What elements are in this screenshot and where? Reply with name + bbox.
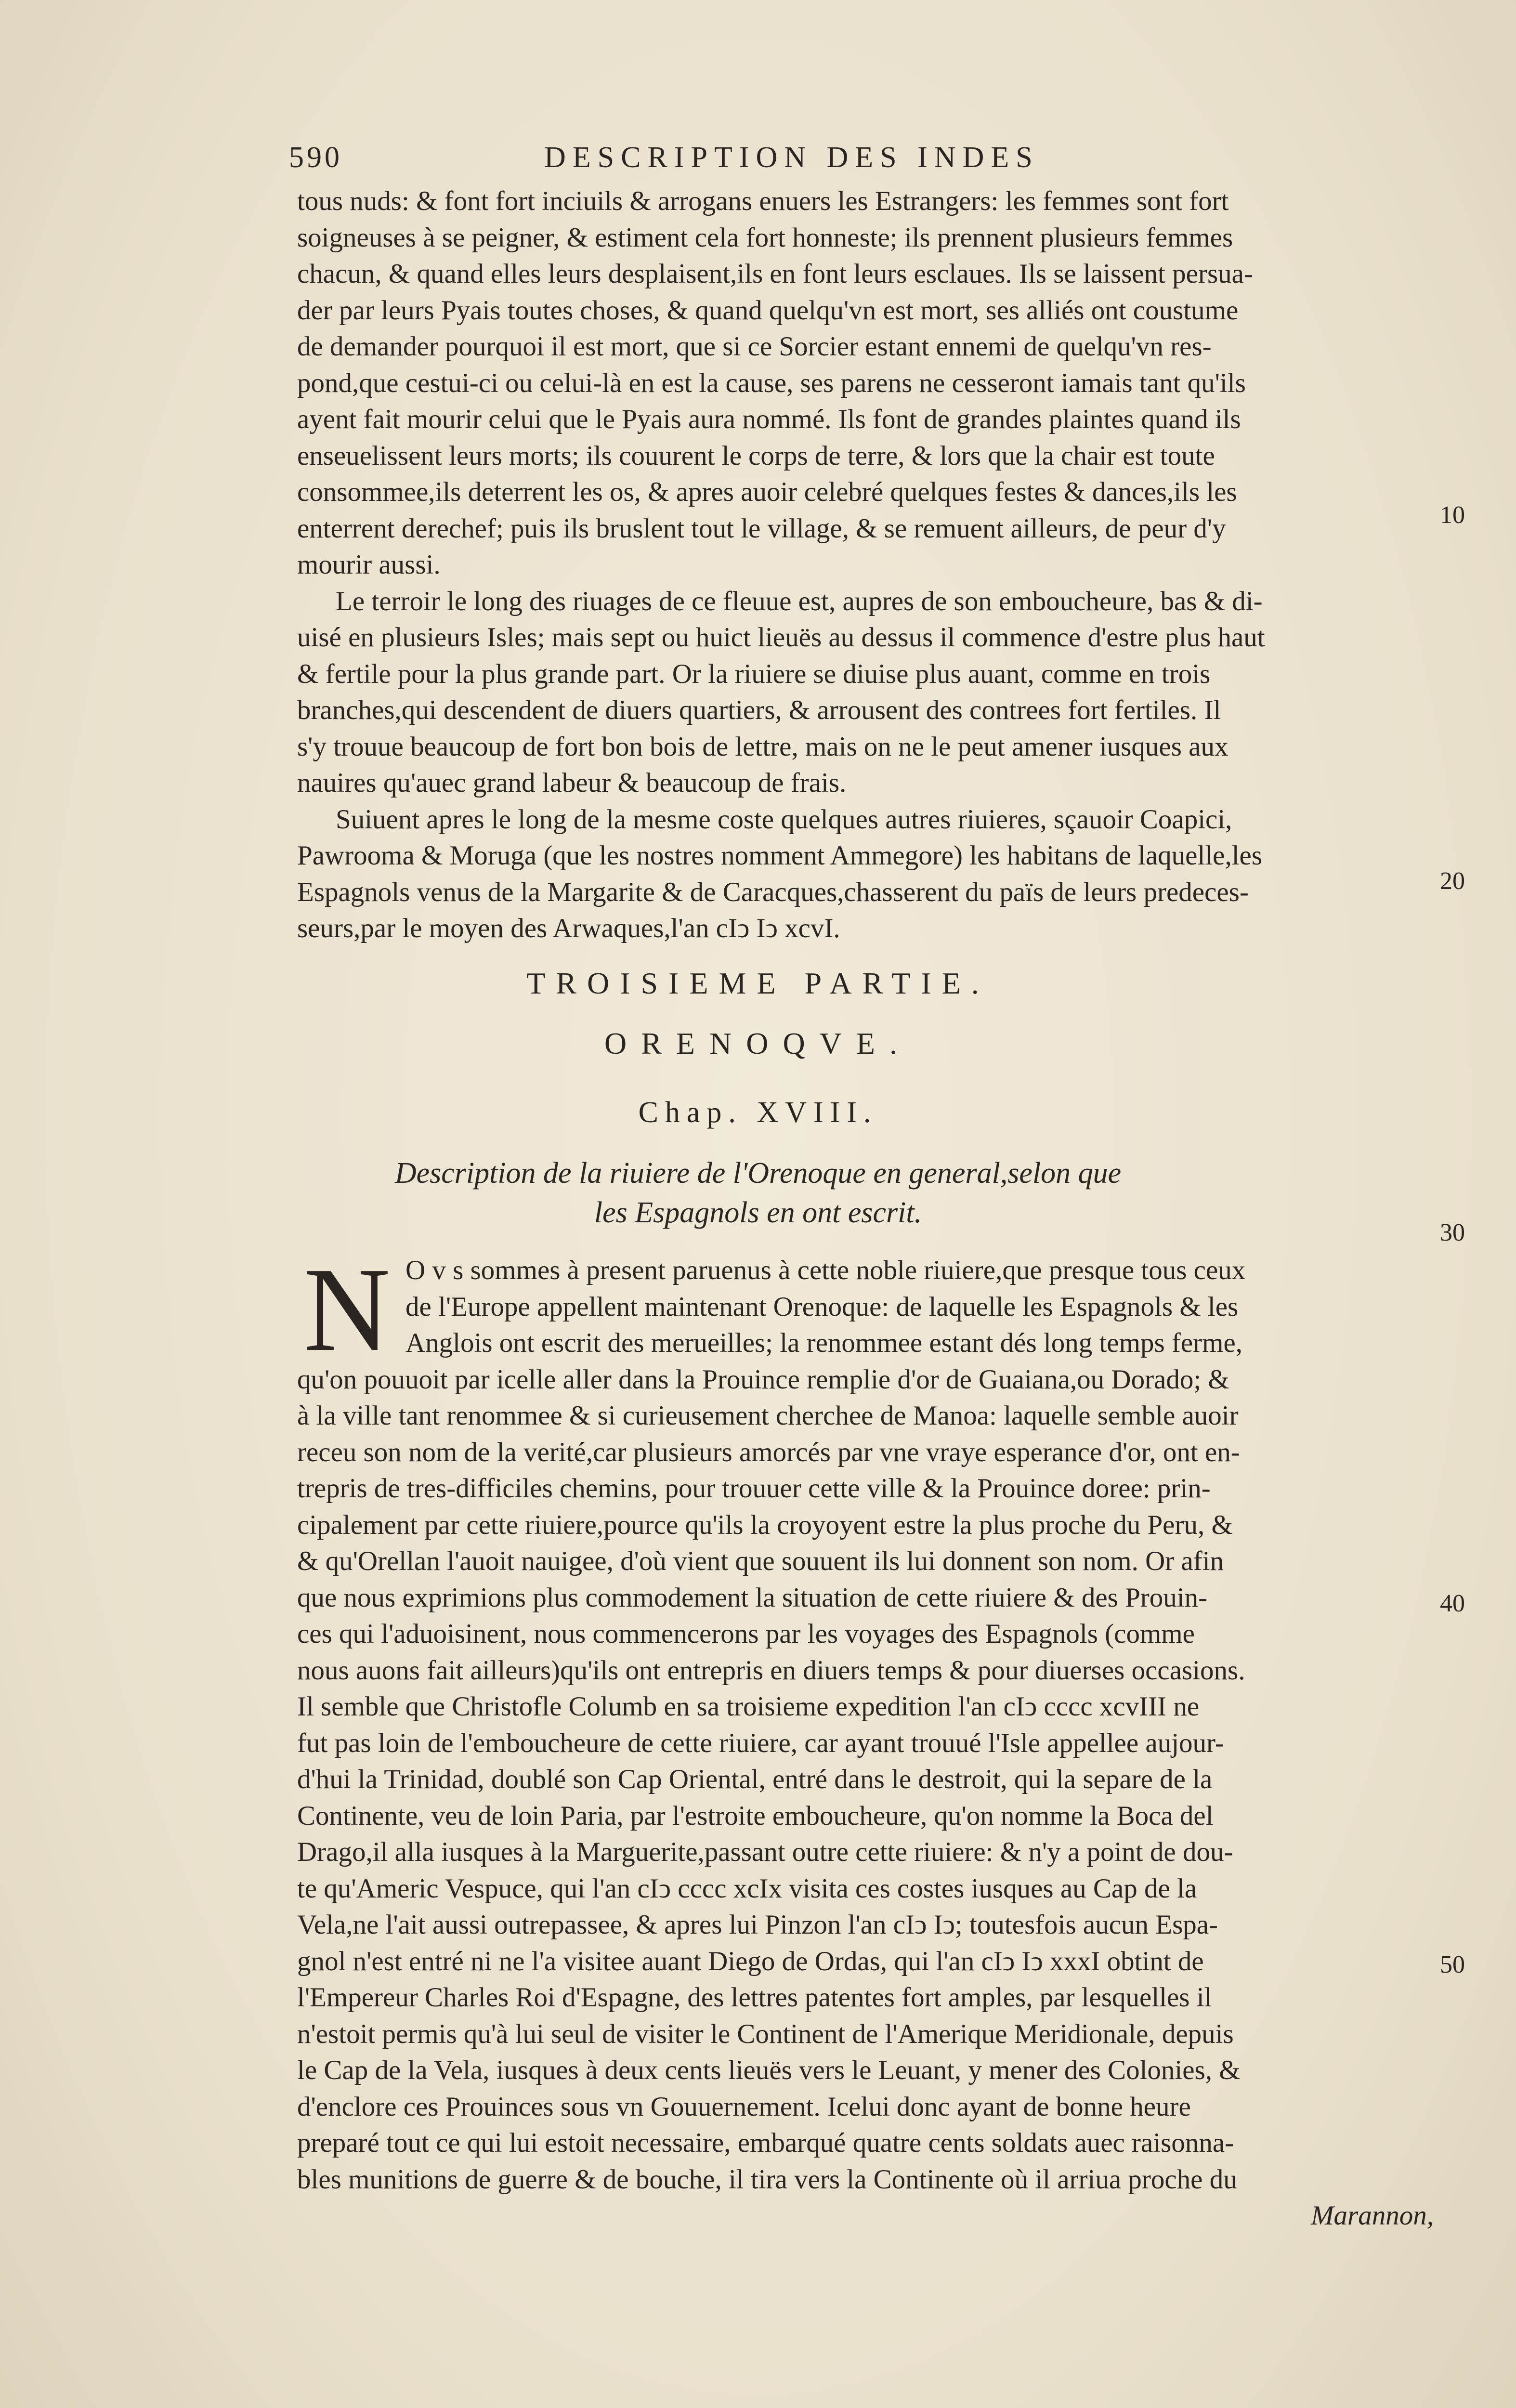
section-title: ORENOQVE. (604, 1026, 912, 1060)
text-line: te qu'Americ Vespuce, qui l'an cIↄ cccc xcIx visita ces costes iusques au Cap de la (297, 1873, 1197, 1904)
text-line: mourir aussi. (297, 550, 441, 580)
text-line: Drago,il alla iusques à la Marguerite,passant outre cette riuiere: & n'y a point de dou- (297, 1837, 1233, 1867)
drop-cap: N (303, 1243, 391, 1376)
text-line: Anglois ont escrit des merueilles; la renommee estant dés long temps ferme, (405, 1328, 1243, 1358)
text-line: ayent fait mourir celui que le Pyais aura nommé. Ils font de grandes plaintes quand ils (297, 404, 1241, 434)
part-title: TROISIEME PARTIE. (526, 966, 990, 1000)
text-line: branches,qui descendent de diuers quartiers, & arrousent des contrees fort fertiles. Il (297, 695, 1221, 725)
text-block-1 (297, 183, 1434, 947)
text-line: qu'on pouuoit par icelle aller dans la Prouince remplie d'or de Guaiana,ou Dorado; & (297, 1364, 1229, 1395)
text-line: n'estoit permis qu'à lui seul de visiter le Continent de l'Amerique Meridionale, depuis (297, 2018, 1234, 2049)
text-line: que nous exprimions plus commodement la situation de cette riuiere & des Prouin- (297, 1582, 1208, 1613)
chapter-description-line: les Espagnols en ont escrit. (594, 1196, 922, 1229)
text-line: soigneuses à se peigner, & estiment cela fort honneste; ils prennent plusieurs femmes (297, 222, 1233, 253)
margin-line-number: 20 (1440, 867, 1465, 895)
text-line: seurs,par le moyen des Arwaques,l'an cIↄ Iↄ xcvI. (297, 913, 840, 943)
text-line: uisé en plusieurs Isles; mais sept ou huict lieuës au dessus il commence d'estre plus haut (297, 622, 1265, 653)
text-line: enseuelissent leurs morts; ils couurent le corps de terre, & lors que la chair est toute (297, 440, 1215, 471)
text-line: Il semble que Christofle Columb en sa troisieme expedition l'an cIↄ cccc xcvIII ne (297, 1691, 1200, 1722)
text-line: ces qui l'aduoisinent, nous commencerons par les voyages des Espagnols (comme (297, 1619, 1195, 1649)
text-block-2 (297, 1243, 1434, 2234)
running-head: DESCRIPTION DES INDES (544, 141, 1039, 174)
text-line: cipalement par cette riuiere,pource qu'ils la croyoyent estre la plus proche du Peru, & (297, 1509, 1233, 1540)
text-line: Continente, veu de loin Paria, par l'estroite emboucheure, qu'on nomme la Boca del (297, 1800, 1214, 1831)
text-line: fut pas loin de l'emboucheure de cette riuiere, car ayant trouué l'Isle appellee aujour- (297, 1727, 1224, 1758)
text-line: tous nuds: & font fort inciuils & arrogans enuers les Estrangers: les femmes sont fort (297, 186, 1229, 216)
text-line: le Cap de la Vela, iusques à deux cents lieuës vers le Leuant, y mener des Colonies, & (297, 2055, 1241, 2085)
page-header (289, 141, 1454, 179)
catchword: Marannon, (1311, 2200, 1434, 2231)
text-line: d'enclore ces Prouinces sous vn Gouuernement. Icelui donc ayant de bonne heure (297, 2091, 1191, 2122)
text-line: de l'Europe appellent maintenant Orenoque: de laquelle les Espagnols & les (405, 1291, 1239, 1322)
text-line: Espagnols venus de la Margarite & de Caracques,chasserent du païs de leurs predeces- (297, 877, 1249, 907)
text-line: preparé tout ce qui lui estoit necessaire, embarqué quatre cents soldats auec raisonna- (297, 2128, 1234, 2158)
text-line: enterrent derechef; puis ils bruslent tout le village, & se remuent ailleurs, de peur d'y (297, 513, 1226, 544)
text-line: l'Empereur Charles Roi d'Espagne, des lettres patentes fort amples, par lesquelles il (297, 1982, 1212, 2013)
text-line: pond,que cestui-ci ou celui-là en est la cause, ses parens ne cesseront iamais tant qu'ils (297, 367, 1246, 398)
page-number: 590 (289, 141, 342, 174)
margin-line-number: 10 (1440, 501, 1465, 529)
text-line: O v s sommes à present paruenus à cette noble riuiere,que presque tous ceux (405, 1255, 1246, 1285)
chapter-description-line: Description de la riuiere de l'Orenoque en general,selon que (394, 1157, 1122, 1190)
text-line: nauires qu'auec grand labeur & beaucoup de frais. (297, 768, 847, 798)
text-line: der par leurs Pyais toutes choses, & quand quelqu'vn est mort, ses alliés ont coustume (297, 295, 1239, 326)
text-line: s'y trouue beaucoup de fort bon bois de lettre, mais on ne le peut amener iusques aux (297, 731, 1228, 762)
text-line: & fertile pour la plus grande part. Or la riuiere se diuise plus auant, comme en trois (297, 658, 1211, 689)
text-line: Suiuent apres le long de la mesme coste quelques autres riuieres, sçauoir Coapici, (336, 804, 1232, 835)
text-line: gnol n'est entré ni ne l'a visitee auant Diego de Ordas, qui l'an cIↄ Iↄ xxxI obtint de (297, 1946, 1204, 1976)
margin-line-number: 50 (1440, 1951, 1465, 1978)
text-line: Le terroir le long des riuages de ce fleuue est, aupres de son emboucheure, bas & di- (336, 586, 1263, 616)
margin-line-number: 40 (1440, 1590, 1465, 1617)
chapter-description (0, 1153, 1516, 1232)
text-line: Pawrooma & Moruga (que les nostres nomment Ammegore) les habitans de laquelle,les (297, 840, 1263, 871)
text-line: d'hui la Trinidad, doublé son Cap Oriental, entré dans le destroit, qui la separe de la (297, 1764, 1213, 1794)
text-line: & qu'Orellan l'auoit nauigee, d'où vient que souuent ils lui donnent son nom. Or afin (297, 1546, 1224, 1576)
text-line: receu son nom de la verité,car plusieurs amorcés par vne vraye esperance d'or, ont en- (297, 1437, 1240, 1467)
text-line: trepris de tres-difficiles chemins, pour trouuer cette ville & la Prouince doree: prin- (297, 1473, 1211, 1504)
text-line: bles munitions de guerre & de bouche, il tira vers la Continente où il arriua proche du (297, 2164, 1237, 2195)
chapter-title: Chap. XVIII. (638, 1096, 878, 1129)
text-line: consommee,ils deterrent les os, & apres auoir celebré quelques festes & dances,ils les (297, 477, 1237, 507)
text-line: Vela,ne l'ait aussi outrepassee, & apres lui Pinzon l'an cIↄ Iↄ; toutesfois aucun Espa- (297, 1910, 1218, 1940)
text-line: nous auons fait ailleurs)qu'ils ont entrepris en diuers temps & pour diuerses occasions. (297, 1655, 1245, 1686)
text-line: à la ville tant renommee & si curieusement cherchee de Manoa: laquelle semble auoir (297, 1400, 1239, 1431)
text-line: chacun, & quand elles leurs desplaisent,ils en font leurs esclaues. Ils se laissent persua- (297, 259, 1253, 289)
margin-line-number: 30 (1440, 1219, 1465, 1246)
text-line: de demander pourquoi il est mort, que si ce Sorcier estant ennemi de quelqu'vn res- (297, 331, 1212, 362)
